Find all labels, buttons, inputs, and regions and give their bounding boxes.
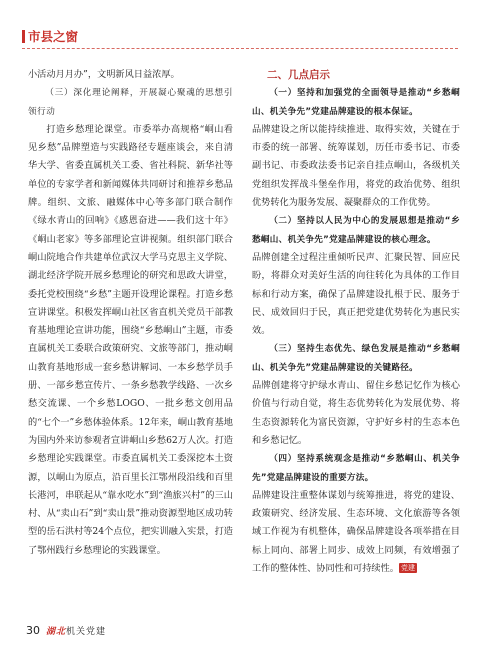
body-paragraph: 打造乡愁理论课堂。市委举办高规格“峒山看见乡愁”品牌塑造与实践路径专题座谈会，来自清华大学、省委直属机关工委、省社科院、新华社等单位的专家学者和新闻媒体共同研讨和推荐乡愁品牌。组织、文旅、融媒体中心等多部门联合制作《绿水青山的回响》《感恩奋进——我们这十年》《峒山老家》等多部理论宣讲视频。组织部门联合峒山院地合作共建单位武汉大学马克思主义学院、湖北经济学院开展乡愁理论的研究和思政大讲堂，委托党校围绕“乡愁”主题开设理论课程。打造乡愁宣讲课堂。积极发挥峒山社区省直机关党员干部教育基地理论宣讲功能，围绕“乡愁峒山”主题，市委直属机关工委联合政策研究、文旅等部门，推动峒山教育基地形成一套乡愁讲解词、一本乡愁学员手册、一部乡愁宣传片、一条乡愁教学线路、一次乡愁交流课、一个乡愁LOGO、一批乡愁文创用品的“七个一”乡愁体验体系。12年来，峒山教育基地为国内外来访参观者宣讲峒山乡愁62万人次。打造乡愁理论实践课堂。市委直属机关工委深挖本土资源，以峒山为原点，沿百里长江鄂州段沿线和百里长港河，串联起从“靠水吃水”到“渔旅兴村”的三山村、从“卖山石”到“卖山景”推动资源型地区成功转型的岳石洪村等24个点位，把实训融入实景，打造了鄂州践行乡愁理论的实践课堂。 bbox=[28, 123, 233, 556]
point-2-heading: （二）坚持以人民为中心的发展思想是推动“乡愁峒山、机关争先”党建品牌建设的核心理念。 bbox=[252, 216, 460, 245]
subheading-3: （三）深化理论阐释，开展凝心聚魂的思想引领行动 bbox=[28, 88, 233, 117]
section-marker-icon bbox=[22, 30, 25, 43]
header-divider bbox=[22, 48, 458, 49]
publication-suffix: 机关党建 bbox=[66, 627, 107, 637]
publication-logo: 湖北 bbox=[46, 627, 67, 637]
end-mark: 党建 bbox=[401, 564, 415, 573]
point-1-body: 品牌建设之所以能持续推进、取得实效，关键在于市委的统一部署、统筹谋划，历任市委书记、市委副书记、市委政法委书记亲自挂点峒山，各级机关党组织发挥战斗堡垒作用，将党的政治优势、组织优势转化为服务发展、凝聚群众的工作优势。 bbox=[252, 123, 460, 209]
point-4-heading: （四）坚持系统观念是推动“乡愁峒山、机关争先”党建品牌建设的重要方法。 bbox=[252, 454, 460, 483]
section-label bbox=[22, 27, 78, 45]
section-name: 市县之窗 bbox=[28, 29, 79, 44]
point-4-text: 品牌建设注重整体谋划与统筹推进，将党的建设、政策研究、经济发展、生态环境、文化旅游等各领域工作视为有机整体，确保品牌建设各项举措在目标上同向、部署上同步、成效上同频，有效增强了工作的整体性、协同性和可持续性。 bbox=[252, 489, 460, 575]
page-footer bbox=[26, 624, 456, 640]
left-column bbox=[28, 66, 233, 560]
point-3-heading: （三）坚持生态优先、绿色发展是推动“乡愁峒山、机关争先”党建品牌建设的关键路径。 bbox=[252, 344, 460, 373]
page-number: 30 bbox=[26, 624, 40, 637]
page-header bbox=[22, 26, 458, 52]
intro-paragraph: 小活动月月办”，文明新风日益浓厚。 bbox=[28, 69, 180, 80]
right-column bbox=[252, 66, 460, 578]
point-3-body: 品牌创建将守护绿水青山、留住乡愁记忆作为核心价值与行动自觉，将生态优势转化为发展优势、将生态资源转化为富民资源，守护好乡村的生态本色和乡愁记忆。 bbox=[252, 380, 460, 446]
publication-name bbox=[46, 624, 106, 637]
point-4-body bbox=[252, 487, 460, 578]
point-1-heading: （一）坚持和加强党的全面领导是推动“乡愁峒山、机关争先”党建品牌建设的根本保证。 bbox=[252, 88, 460, 117]
section-title: 二、几点启示 bbox=[267, 69, 330, 81]
point-2-body: 品牌创建全过程注重倾听民声、汇聚民智、回应民盼，将群众对美好生活的向往转化为具体的工作目标和行动方案，确保了品牌建设扎根于民、服务于民、成效回归于民，真正把党建优势转化为惠民实效。 bbox=[252, 251, 460, 337]
